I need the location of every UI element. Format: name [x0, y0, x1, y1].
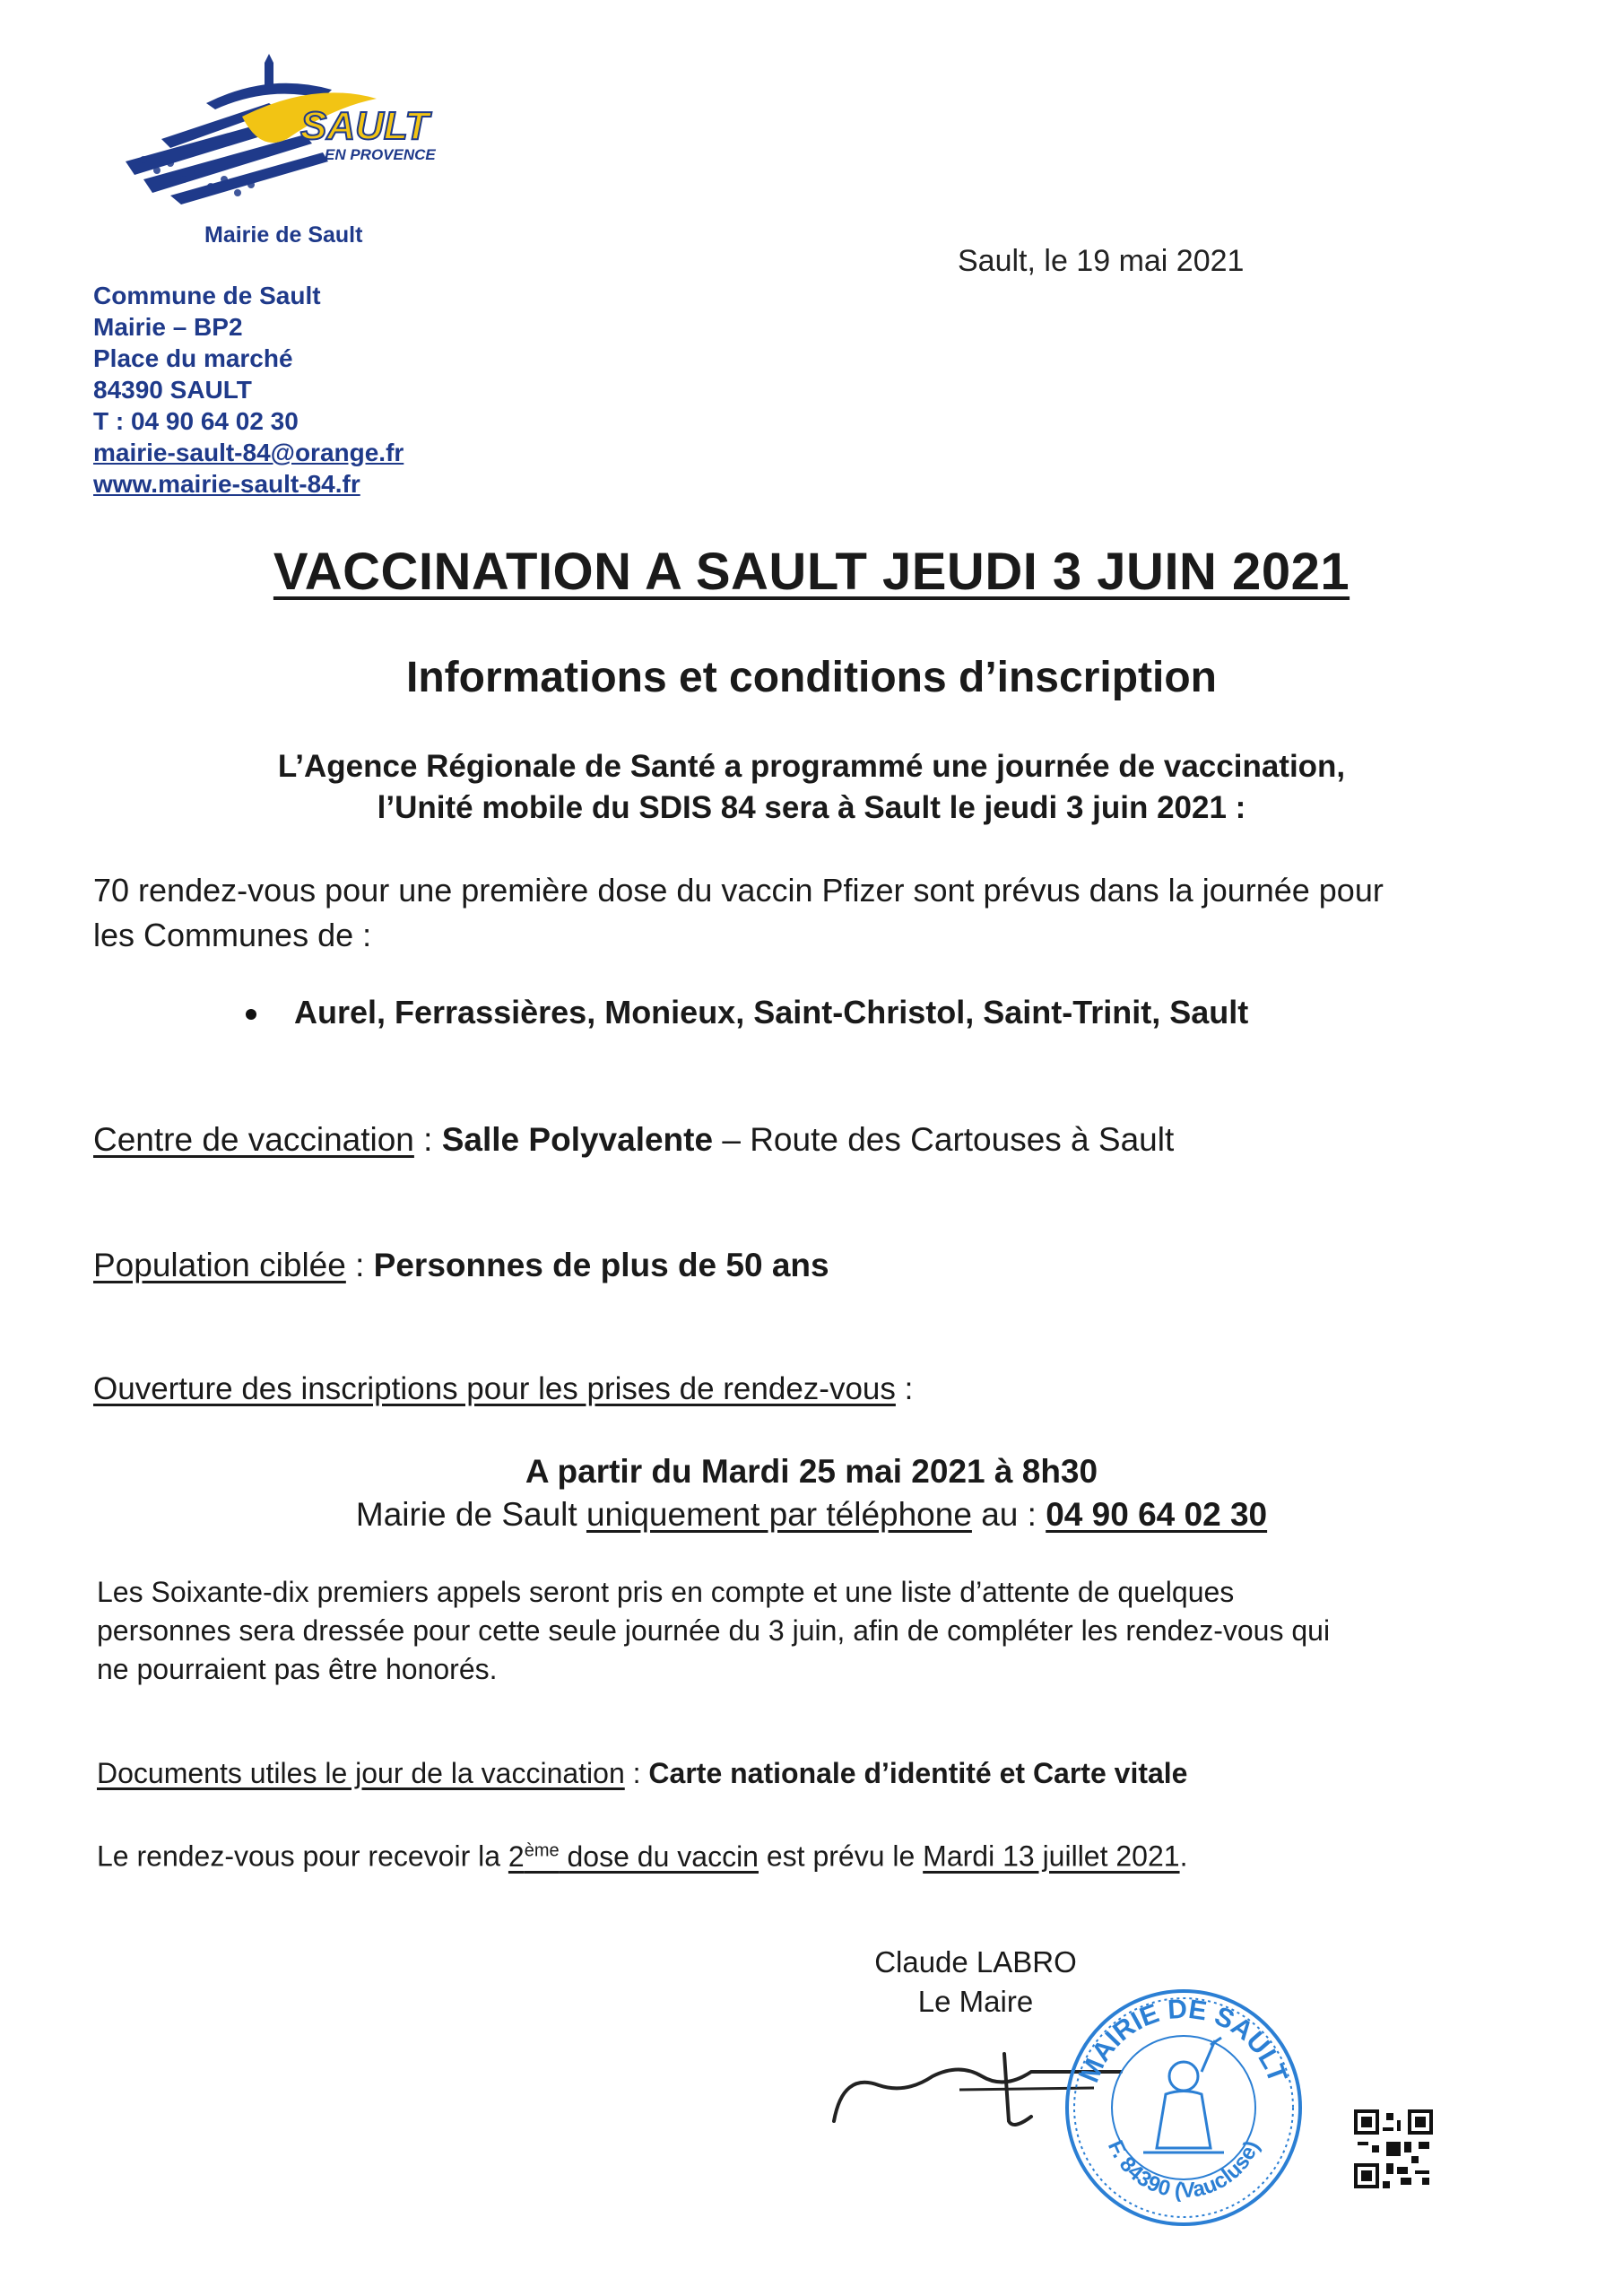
signatory-block	[859, 1943, 1092, 2022]
logo-subtext: EN PROVENCE	[325, 146, 436, 163]
second-dose-end: .	[1179, 1839, 1188, 1873]
second-dose-date: Mardi 13 juillet 2021	[923, 1839, 1180, 1873]
document-title-wrap	[0, 542, 1623, 602]
documents-value: Carte nationale d’identité et Carte vitale	[648, 1757, 1188, 1789]
centre-rest: – Route des Cartouses à Sault	[713, 1121, 1175, 1158]
population-label: Population ciblée	[93, 1247, 346, 1283]
rdv-line: 70 rendez-vous pour une première dose du vaccin Pfizer sont prévus dans la journée pour	[93, 872, 1384, 909]
address-line: 84390 SAULT	[93, 376, 252, 404]
signatory-name: Claude LABRO	[874, 1945, 1077, 1979]
communes-bullet	[296, 994, 1248, 1031]
rdv-line: les Communes de :	[93, 917, 372, 953]
stamp-top-text: MAIRIE DE SAULT	[1074, 1994, 1293, 2087]
sender-address	[93, 280, 404, 500]
appels-line: personnes sera dressée pour cette seule journée du 3 juin, afin de compléter les rendez-vous qui	[97, 1614, 1331, 1647]
appels-line: ne pourraient pas être honorés.	[97, 1653, 498, 1685]
address-line: Place du marché	[93, 344, 293, 372]
second-dose-prefix: Le rendez-vous pour recevoir la	[97, 1839, 508, 1873]
communes-list: Aurel, Ferrassières, Monieux, Saint-Christol, Saint-Trinit, Sault	[294, 994, 1249, 1031]
documents-line	[97, 1754, 1514, 1793]
documents-sep: :	[624, 1757, 649, 1789]
sault-logo	[108, 54, 466, 206]
schedule-contact	[0, 1496, 1623, 1534]
rdv-paragraph	[93, 868, 1384, 958]
address-line: Mairie – BP2	[93, 313, 243, 341]
schedule-start: A partir du Mardi 25 mai 2021 à 8h30	[525, 1453, 1098, 1490]
intro-line: L’Agence Régionale de Santé a programmé une journée de vaccination,	[277, 749, 1346, 784]
email-link[interactable]: mairie-sault-84@orange.fr	[93, 439, 404, 466]
population-line	[93, 1243, 829, 1288]
letter-date: Sault, le 19 mai 2021	[958, 244, 1245, 278]
second-dose-label	[508, 1840, 759, 1873]
population-value: Personnes de plus de 50 ans	[373, 1247, 829, 1283]
centre-label: Centre de vaccination	[93, 1121, 414, 1158]
dose-ordinal: ème	[524, 1840, 560, 1860]
appels-line: Les Soixante-dix premiers appels seront pris en compte et une liste d’attente de quelques	[97, 1576, 1235, 1608]
bullet-icon	[246, 1009, 256, 1020]
svg-text:MAIRIE DE SAULT	[1075, 1995, 1293, 2087]
document-title: VACCINATION A SAULT JEUDI 3 JUIN 2021	[273, 543, 1350, 601]
schedule-mid: au :	[971, 1496, 1046, 1533]
dose-number: 2	[508, 1839, 525, 1873]
phone-number[interactable]: 04 90 64 02 30	[1046, 1496, 1268, 1533]
logo-caption: Mairie de Sault	[204, 222, 363, 248]
website-link[interactable]: www.mairie-sault-84.fr	[93, 470, 360, 498]
ouverture-sep: :	[895, 1371, 914, 1406]
ouverture-line	[93, 1367, 913, 1412]
schedule-mode: uniquement par téléphone	[586, 1496, 972, 1533]
address-line: T : 04 90 64 02 30	[93, 407, 299, 435]
address-line: Commune de Sault	[93, 282, 321, 309]
intro-line: l’Unité mobile du SDIS 84 sera à Sault le jeudi 3 juin 2021 :	[377, 790, 1246, 825]
signatory-role: Le Maire	[917, 1985, 1034, 2018]
schedule-prefix: Mairie de Sault	[355, 1496, 586, 1533]
second-dose-line	[97, 1831, 1514, 1876]
document-subtitle: Informations et conditions d’inscription	[405, 654, 1217, 701]
intro-paragraph	[0, 746, 1623, 829]
stamp-bottom-text: F. 84390 (Vaucluse)	[1102, 2136, 1265, 2204]
dose-text: dose du vaccin	[559, 1839, 759, 1873]
centre-line	[93, 1118, 1174, 1162]
documents-label: Documents utiles le jour de la vaccination	[97, 1757, 625, 1789]
centre-place: Salle Polyvalente	[441, 1121, 714, 1158]
ouverture-label: Ouverture des inscriptions pour les prises de rendez-vous	[93, 1371, 896, 1406]
population-sep: :	[345, 1247, 374, 1283]
logo-wordmark: SAULT	[300, 104, 430, 148]
official-stamp	[1058, 1982, 1309, 2233]
second-dose-mid: est prévu le	[758, 1839, 924, 1873]
qr-code	[1354, 2109, 1433, 2188]
appels-paragraph	[97, 1573, 1514, 1689]
centre-sep: :	[413, 1121, 442, 1158]
